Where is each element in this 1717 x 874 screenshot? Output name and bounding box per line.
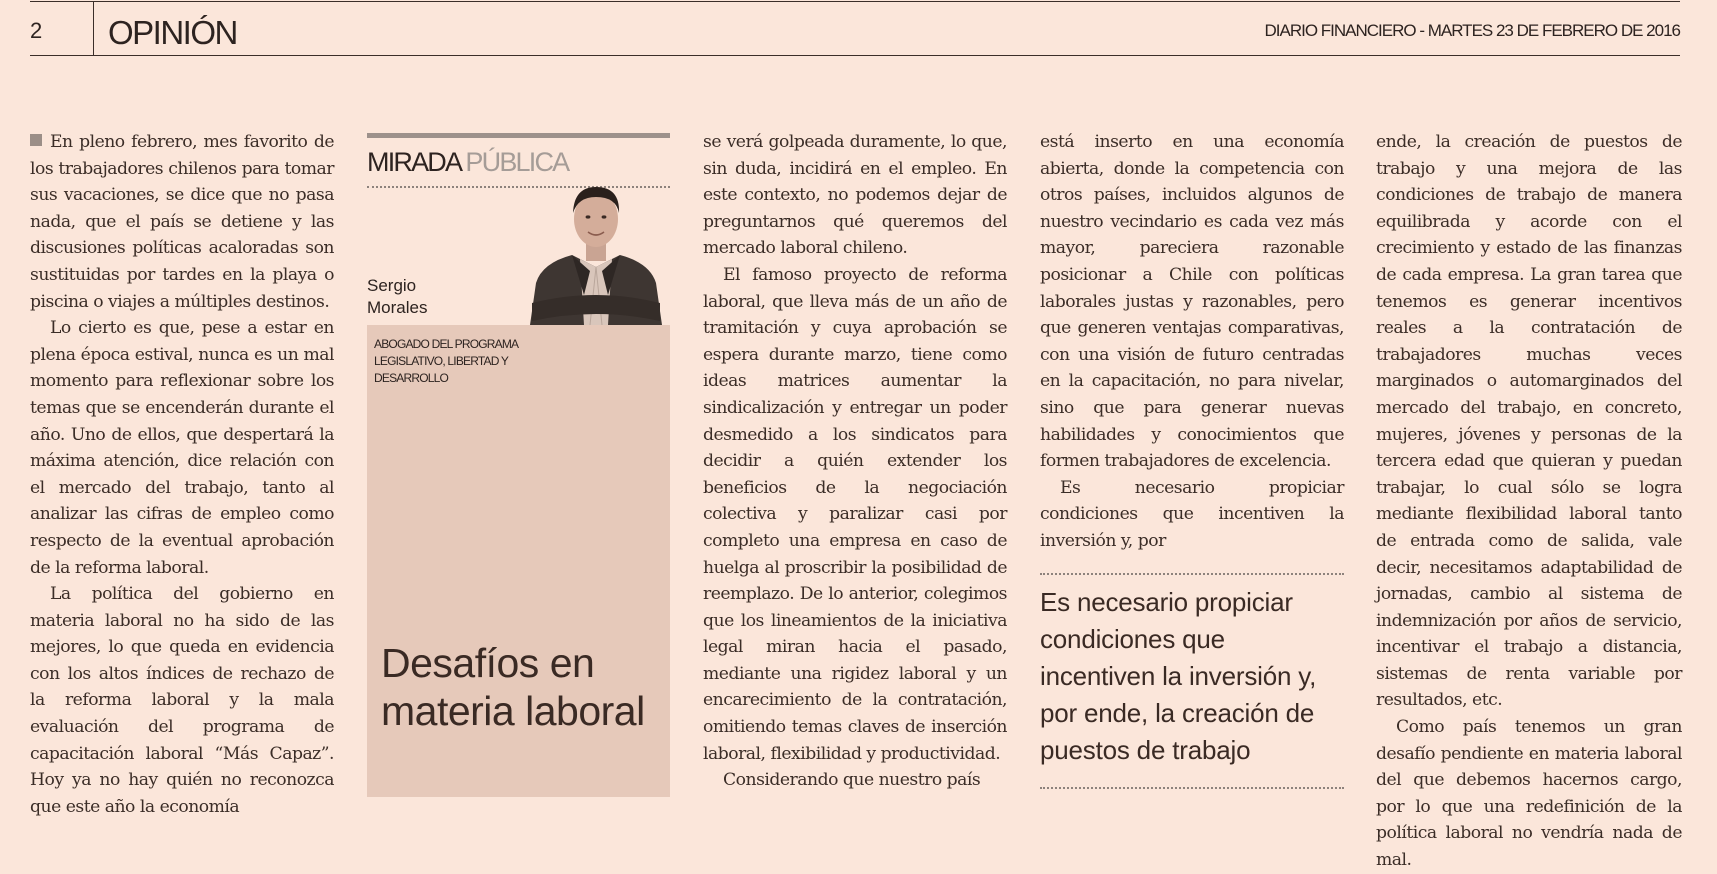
author-role: ABOGADO DEL PROGRAMA LEGISLATIVO, LIBERTAD Y DESARROLLO xyxy=(374,337,518,385)
article-column-3 xyxy=(703,129,1007,794)
author-portrait xyxy=(522,175,670,325)
lead-square-icon xyxy=(30,134,42,146)
header-bottom-rule xyxy=(30,55,1680,56)
article-paragraph: Lo cierto es que, pese a estar en plena época estival, nunca es un mal momento para reflexionar sobre los temas que se encenderán durante el año. Uno de ellos, que despertará la máxima atención, dice relación con el mercado del trabajo, tanto al analizar las cifras de empleo como respecto de la eventual aprobación de la reforma laboral. xyxy=(30,318,334,578)
article-column-4 xyxy=(1040,129,1344,555)
box-top-bar xyxy=(367,133,670,138)
article-paragraph: Es necesario propiciar condiciones que incentiven la inversión y, por xyxy=(1040,477,1344,551)
pull-quote: Es necesario propiciar condiciones que incentiven la inversión y, por ende, la creación de puestos de trabajo xyxy=(1040,587,1317,765)
article-paragraph: Como país tenemos un gran desafío pendiente en materia laboral del que debemos hacernos cargo, por lo que una redefinición de la política laboral no vendría nada de mal. xyxy=(1376,717,1682,871)
article-column-1 xyxy=(30,129,334,820)
article-paragraph: se verá golpeada duramente, lo que, sin duda, incidirá en el empleo. En este contexto, no podemos dejar de preguntarnos qué queremos del mercado laboral chileno. xyxy=(703,132,1007,259)
opinion-column-box xyxy=(367,133,670,797)
author-name xyxy=(367,275,427,319)
kicker-part-2: PÚBLICA xyxy=(465,147,569,177)
article-paragraph: está inserto en una economía abierta, donde la competencia con otros países, incluidos algunos de nuestro vecindario es cada vez más mayor, pareciera razonable posicionar a Chile con políticas laborales justas y razonables, pero que generen ventajas comparativas, con una visión de futuro centradas en la capacitación, no para nivelar, sino que para generar nuevas habilidades y conocimientos que formen trabajadores de excelencia. xyxy=(1040,132,1344,472)
header-top-rule xyxy=(30,1,1680,2)
article-paragraph: ende, la creación de puestos de trabajo y una mejora de las condiciones de trabajo de manera equilibrada y acorde con el crecimiento y estado de las finanzas de cada empresa. La gran tarea que tenemos es generar incentivos reales a la contratación de trabajadores muchas veces marginados o automarginados del mercado del trabajo, en concreto, mujeres, jóvenes y personas de la tercera edad que quieran y puedan trabajar, lo cual sólo se logra mediante flexibilidad laboral tanto de entrada como de salida, vale decir, necesitamos adaptabilidad de jornadas, cambio al sistema de indemnización por años de servicio, incentivar el trabajo a distancia, sistemas de renta variable por resultados, etc. xyxy=(1376,132,1682,711)
article-paragraph: La política del gobierno en materia laboral no ha sido de las mejores, lo que queda en evidencia con los altos índices de rechazo de la reforma laboral y la mala evaluación del programa de capacitación laboral “Más Capaz”. Hoy ya no hay quién no reconozca que este año la economía xyxy=(30,584,334,817)
author-last-name: Morales xyxy=(367,298,428,317)
author-first-name: Sergio xyxy=(367,276,417,295)
pull-quote-bottom-rule xyxy=(1040,787,1344,789)
article-paragraph xyxy=(30,129,334,315)
article-paragraph: El famoso proyecto de reforma laboral, que lleva más de un año de tramitación y cuya aprobación se espera durante marzo, tiene como ideas matrices aumentar la sindicalización y entregar un poder desmedido a los sindicatos para decidir a quién extender los beneficios de la negociación colectiva y paralizar casi por completo una empresa en caso de huelga al proscribir la posibilidad de reemplazo. De lo anterior, colegimos que los lineamientos de la iniciativa legal miran hacia el pasado, mediante una rigidez laboral y un encarecimiento de la contratación, omitiendo temas claves de inserción laboral, flexibilidad y productividad. xyxy=(703,264,1007,764)
article-column-5 xyxy=(1376,129,1682,874)
section-title: OPINIÓN xyxy=(108,14,237,51)
pull-quote-top-rule xyxy=(1040,573,1344,575)
kicker-part-1: MIRADA xyxy=(367,147,460,177)
column-headline: Desafíos en materia laboral xyxy=(381,640,645,734)
masthead-date: DIARIO FINANCIERO - MARTES 23 DE FEBRERO DE 2016 xyxy=(1264,21,1680,40)
paragraph-text: En pleno febrero, mes favorito de los trabajadores chilenos para tomar sus vacaciones, se dice que no pasa nada, que el país se detiene y las discusiones políticas acaloradas son sustituidas por tardes en la playa o piscina o viajes a múltiples destinos. xyxy=(30,132,334,312)
article-paragraph: Considerando que nuestro país xyxy=(723,770,981,791)
column-kicker xyxy=(367,147,568,178)
header-divider xyxy=(93,1,94,55)
page-number: 2 xyxy=(30,18,43,43)
